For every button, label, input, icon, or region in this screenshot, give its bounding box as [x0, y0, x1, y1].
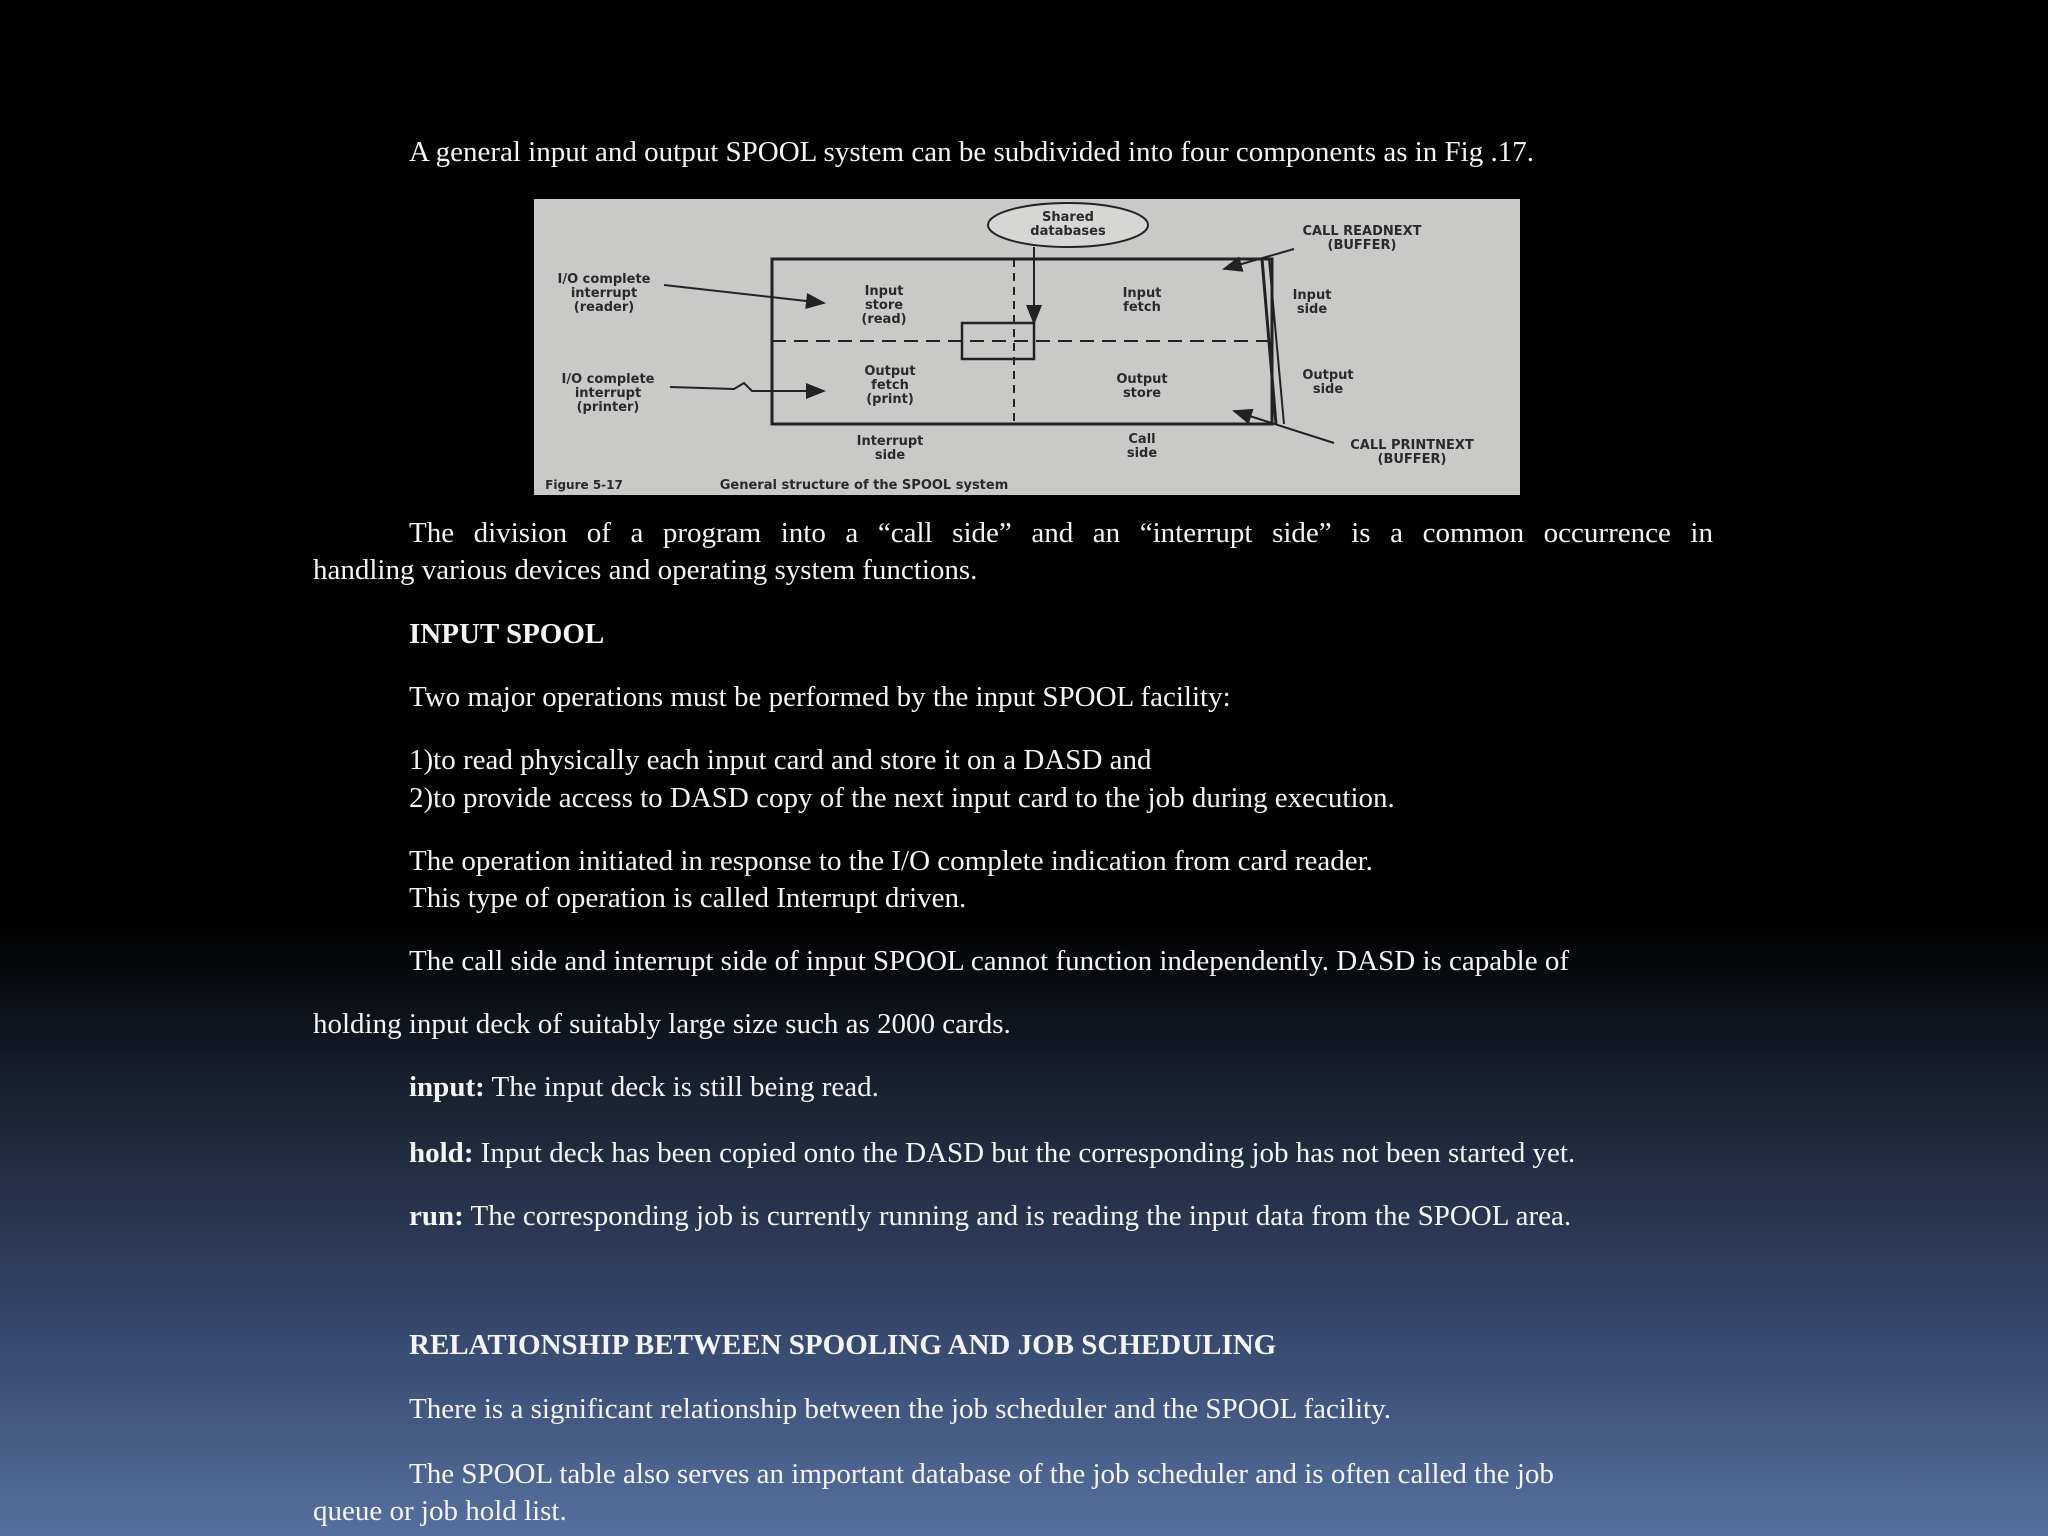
output-fetch-label-2: fetch: [871, 378, 909, 393]
output-store-label-1: Output: [1116, 372, 1168, 387]
division-line-1: The division of a program into a “call side” and an “interrupt side” is a common occurrence in: [409, 517, 1713, 549]
state-input-term: input:: [409, 1071, 485, 1103]
call-printnext-label-1: CALL PRINTNEXT: [1350, 438, 1474, 453]
io-reader-label-1: I/O complete: [557, 272, 651, 287]
input-store-label-1: Input: [864, 284, 904, 299]
io-reader-label-3: (reader): [573, 300, 635, 315]
state-hold: [409, 1134, 1575, 1172]
relationship-text: There is a significant relationship between the job scheduler and the SPOOL facility.: [409, 1393, 1391, 1425]
state-hold-desc: Input deck has been copied onto the DASD but the corresponding job has not been started yet.: [473, 1137, 1576, 1169]
io-reader-label-2: interrupt: [570, 286, 638, 301]
independent-line-2: holding input deck of suitably large size such as 2000 cards.: [313, 1008, 1011, 1040]
input-fetch-label-1: Input: [1122, 286, 1162, 301]
state-run-desc: The corresponding job is currently running and is reading the input data from the SPOOL area.: [463, 1200, 1572, 1232]
call-side-label-1: Call: [1128, 432, 1156, 447]
input-store-label-2: store: [864, 298, 904, 313]
input-side-label-1: Input: [1292, 288, 1332, 303]
relationship-heading: RELATIONSHIP BETWEEN SPOOLING AND JOB SCHEDULING: [409, 1329, 1277, 1361]
interrupt-line-1: The operation initiated in response to the I/O complete indication from card reader.: [409, 845, 1373, 877]
io-printer-label-1: I/O complete: [561, 372, 655, 387]
independent-line-1: The call side and interrupt side of input SPOOL cannot function independently. DASD is capable of: [409, 945, 1569, 977]
state-run-term: run:: [409, 1200, 464, 1232]
spool-table-line-2: queue or job hold list.: [313, 1495, 567, 1527]
operation-1: 1)to read physically each input card and store it on a DASD and: [409, 744, 1152, 776]
input-fetch-label-2: fetch: [1123, 300, 1161, 315]
intro-text: A general input and output SPOOL system can be subdivided into four components as in Fig .17.: [409, 136, 1534, 168]
call-readnext-label-2: (BUFFER): [1327, 238, 1397, 253]
two-operations-text: Two major operations must be performed by the input SPOOL facility:: [409, 681, 1231, 713]
state-input: [409, 1068, 879, 1106]
state-hold-term: hold:: [409, 1137, 474, 1169]
output-side-label-2: side: [1312, 382, 1344, 397]
operation-2: 2)to provide access to DASD copy of the next input card to the job during execution.: [409, 782, 1395, 814]
io-printer-label-2: interrupt: [574, 386, 642, 401]
spool-structure-figure: [534, 199, 1520, 495]
call-printnext-label-2: (BUFFER): [1377, 452, 1447, 467]
io-printer-label-3: (printer): [576, 400, 640, 415]
state-input-desc: The input deck is still being read.: [484, 1071, 879, 1103]
figure-caption-number: Figure 5-17: [545, 478, 623, 492]
input-store-label-3: (read): [861, 312, 907, 327]
division-line-2: handling various devices and operating system functions.: [313, 554, 978, 586]
interrupt-side-label-2: side: [874, 448, 906, 463]
shared-db-line2: databases: [1030, 224, 1106, 239]
interrupt-line-2: This type of operation is called Interrupt driven.: [409, 882, 967, 914]
output-fetch-label-3: (print): [866, 392, 914, 407]
call-readnext-label-1: CALL READNEXT: [1302, 224, 1422, 239]
call-side-label-2: side: [1126, 446, 1158, 461]
interrupt-side-label-1: Interrupt: [856, 434, 924, 449]
input-spool-heading: INPUT SPOOL: [409, 618, 605, 650]
shared-db-line1: Shared: [1042, 210, 1094, 225]
state-run: [409, 1197, 1571, 1235]
output-store-label-2: store: [1122, 386, 1162, 401]
input-side-label-2: side: [1296, 302, 1328, 317]
output-side-label-1: Output: [1302, 368, 1354, 383]
output-fetch-label-1: Output: [864, 364, 916, 379]
spool-table-line-1: The SPOOL table also serves an important database of the job scheduler and is often called the job: [409, 1458, 1554, 1490]
figure-caption-text: General structure of the SPOOL system: [719, 478, 1009, 493]
